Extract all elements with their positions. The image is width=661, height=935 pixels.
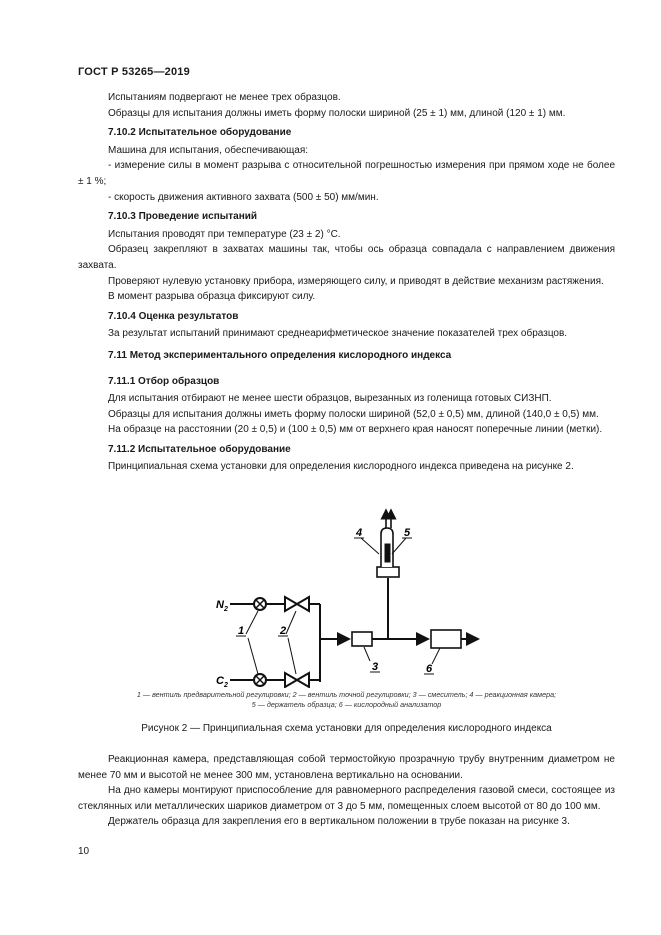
- paragraph: В момент разрыва образца фиксируют силу.: [108, 291, 316, 303]
- figure-legend-line: 1 — вентиль предварительной регулировки; 2 — вентиль точной регулировки; 3 — смеситель; 4 — реакционная камера;: [136, 690, 557, 699]
- oxygen-index-schematic: [206, 498, 506, 688]
- main-text: [78, 90, 615, 475]
- paragraph: Для испытания отбирают не менее шести образцов, вырезанных из голенища готовых СИЗНП.: [108, 393, 552, 405]
- callout-4: 4: [356, 527, 363, 539]
- standard-header: ГОСТ Р 53265—2019: [78, 66, 190, 78]
- paragraph: Испытаниям подвергают не менее трех образцов.: [108, 92, 341, 103]
- o2-label: $С_2$: [216, 675, 228, 688]
- paragraph: Реакционная камера, представляющая собой термостойкую прозрачную трубу внутренним диаметром не менее 70 мм и высотой не менее 300 мм, установлена вертикально на основании.: [78, 754, 615, 781]
- paragraph: Испытания проводят при температуре (23 ± 2) °С.: [108, 228, 341, 240]
- n2-fine-valve: [285, 597, 309, 611]
- callout-6: 6: [426, 663, 433, 675]
- oxygen-analyzer-box: [431, 630, 461, 648]
- section-heading-7-11-2: 7.11.2 Испытательное оборудование: [108, 443, 291, 455]
- paragraph: Проверяют нулевую установку прибора, измеряющего силу, и приводят в действие механизм растяжения.: [108, 275, 604, 287]
- paragraph: Принципиальная схема установки для определения кислородного индекса приведена на рисунке 2.: [108, 461, 574, 473]
- list-item: - скорость движения активного захвата (500 ± 50) мм/мин.: [108, 191, 379, 203]
- chamber-base: [377, 567, 399, 577]
- mixer-box: [352, 632, 372, 646]
- callout-3: 3: [372, 661, 379, 673]
- figure-legend: [78, 690, 615, 710]
- paragraph: Машина для испытания, обеспечивающая:: [108, 144, 309, 156]
- section-heading-7-11-1: 7.11.1 Отбор образцов: [108, 375, 220, 387]
- specimen-holder: [385, 544, 390, 562]
- paragraph: Образцы для испытания должны иметь форму полоски шириной (25 ± 1) мм, длиной (120 ± 1) мм.: [108, 107, 566, 119]
- o2-fine-valve: [285, 673, 309, 687]
- callout-1: 1: [238, 625, 245, 637]
- paragraph: Образец закрепляют в захватах машины так, чтобы ось образца совпадала с направлением движения захвата.: [78, 244, 615, 271]
- text-after-figure: [78, 752, 615, 830]
- section-heading-7-10-4: 7.10.4 Оценка результатов: [108, 310, 239, 322]
- n2-label: $N_2$: [216, 599, 228, 613]
- callout-2: 2: [280, 625, 287, 637]
- paragraph: На образце на расстоянии (20 ± 0,5) и (100 ± 0,5) мм от верхнего края наносят поперечные линии (метки).: [108, 424, 603, 436]
- section-heading-7-10-2: 7.10.2 Испытательное оборудование: [108, 127, 292, 139]
- paragraph: Держатель образца для закрепления его в вертикальном положении в трубе показан на рисунке 3.: [108, 816, 570, 828]
- paragraph: За результат испытаний принимают среднеарифметическое значение показателей трех образцов.: [108, 328, 568, 340]
- callout-5: 5: [404, 527, 411, 539]
- paragraph: На дно камеры монтируют приспособление для равномерного распределения газовой смеси, состоящее из стеклянных или металлических шариков диаметром от 3 до 5 мм, помещенных слоем высотой от 80 до 100 мм.: [78, 785, 615, 812]
- section-heading-7-10-3: 7.10.3 Проведение испытаний: [108, 211, 258, 223]
- figure-legend-line: 5 — держатель образца; 6 — кислородный анализатор: [251, 700, 442, 709]
- paragraph: Образцы для испытания должны иметь форму полоски шириной (52,0 ± 0,5) мм, длиной (140,0 ± 0,5) мм.: [108, 408, 599, 420]
- figure-caption: Рисунок 2 — Принципиальная схема установки для определения кислородного индекса: [141, 723, 552, 734]
- section-heading-7-11: 7.11 Метод экспериментального определения кислородного индекса: [108, 349, 452, 361]
- page-number: 10: [78, 846, 90, 857]
- list-item: - измерение силы в момент разрыва с относительной погрешностью измерения при прямом ходе не более ± 1 %;: [78, 160, 615, 187]
